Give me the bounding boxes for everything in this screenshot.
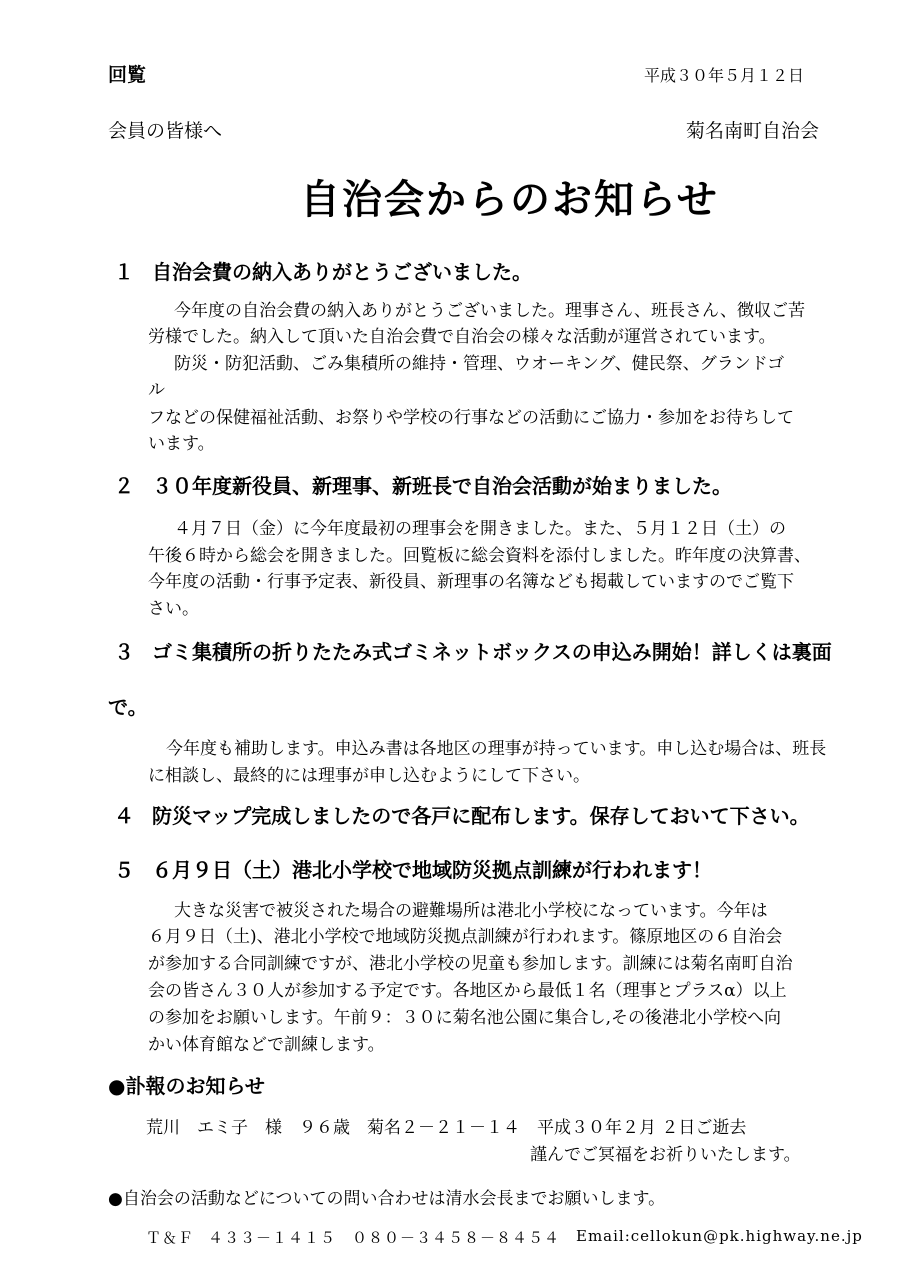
- section-4-number: ４: [114, 804, 134, 828]
- section-2-line: 今年度の活動・行事予定表、新役員、新理事の名簿なども掲載していますのでご覧下: [148, 572, 794, 592]
- section-2-number: ２: [114, 474, 134, 498]
- section-4-heading: 防災マップ完成しましたので各戸に配布します。保存しておいて下さい。: [152, 804, 810, 828]
- recipient: 会員の皆様へ: [108, 120, 223, 142]
- section-5-line: ６月９日（土)、港北小学校で地域防災拠点訓練が行われます。篠原地区の６自治会: [148, 927, 783, 947]
- section-1-line: 防災・防犯活動、ごみ集積所の維持・管理、ウオーキング、健民祭、グランドゴ: [174, 354, 785, 374]
- section-5-line: の参加をお願いします。午前９：３０に菊名池公園に集合し,その後港北小学校へ向: [148, 1008, 782, 1028]
- section-5-line: 会の皆さん３０人が参加する予定です。各地区から最低１名（理事とプラスα）以上: [148, 981, 787, 1001]
- section-5-number: ５: [114, 858, 134, 882]
- section-2-heading: ３０年度新役員、新理事、新班長で自治会活動が始まりました。: [152, 474, 732, 498]
- section-3-line: に相談し、最終的には理事が申し込むようにして下さい。: [148, 766, 590, 786]
- section-3-heading-cont: で。: [108, 695, 148, 719]
- sender-org: 菊名南町自治会: [686, 120, 820, 142]
- section-3-line: 今年度も補助します。申込み書は各地区の理事が持っています。申し込む場合は、班長: [166, 739, 827, 759]
- section-3-heading: ゴミ集積所の折りたたみ式ゴミネットボックスの申込み開始！詳しくは裏面: [152, 640, 832, 664]
- section-5-line: かい体育館などで訓練します。: [148, 1035, 385, 1055]
- issue-date: 平成３０年５月１２日: [644, 66, 805, 85]
- contact-email: Email:cellokun@pk.highway.ne.jp: [576, 1227, 863, 1245]
- section-1-line: 労様でした。納入して頂いた自治会費で自治会の様々な活動が運営されています。: [148, 327, 776, 347]
- section-5-heading: ６月９日（土）港北小学校で地域防災拠点訓練が行われます！: [152, 858, 712, 882]
- section-1-line: フなどの保健福祉活動、お祭りや学校の行事などの活動にご協力・参加をお待ちして: [148, 408, 794, 428]
- inquiry-note: ●自治会の活動などについての問い合わせは清水会長までお願いします。: [108, 1189, 666, 1209]
- section-2-line: さい。: [148, 599, 199, 619]
- section-3-number: ３: [114, 640, 134, 664]
- page-title: 自治会からのお知らせ: [300, 177, 719, 223]
- obituary-heading: ●訃報のお知らせ: [108, 1074, 265, 1098]
- section-2-line: ４月７日（金）に今年度最初の理事会を開きました。また、５月１２日（土）の: [174, 519, 786, 539]
- section-5-line: が参加する合同訓練ですが、港北小学校の児童も参加します。訓練には菊名南町自治: [148, 954, 793, 974]
- section-1-line: ル: [148, 380, 165, 400]
- obituary-condolence: 謹んでご冥福をお祈りいたします。: [530, 1145, 801, 1165]
- section-1-number: １: [114, 260, 134, 284]
- circulation-label: 回覧: [108, 64, 147, 86]
- obituary-line: 荒川 エミ子 様 ９６歳 菊名２－２１－１４ 平成３０年２月 ２日ご逝去: [146, 1118, 747, 1138]
- section-5-line: 大きな災害で被災された場合の避難場所は港北小学校になっています。今年は: [174, 901, 768, 921]
- contact-label: Ｔ＆Ｆ: [146, 1229, 195, 1247]
- section-1-heading: 自治会費の納入ありがとうございました。: [152, 260, 532, 284]
- section-1-line: います。: [148, 434, 215, 454]
- contact-phone: ４３３－１４１５: [208, 1229, 337, 1247]
- section-1-line: 今年度の自治会費の納入ありがとうございました。理事さん、班長さん、徴収ご苦: [174, 301, 806, 321]
- section-2-line: 午後６時から総会を開きました。回覧板に総会資料を添付しました。昨年度の決算書、: [148, 546, 811, 566]
- contact-mobile: ０８０－３４５８－８４５４: [352, 1229, 561, 1247]
